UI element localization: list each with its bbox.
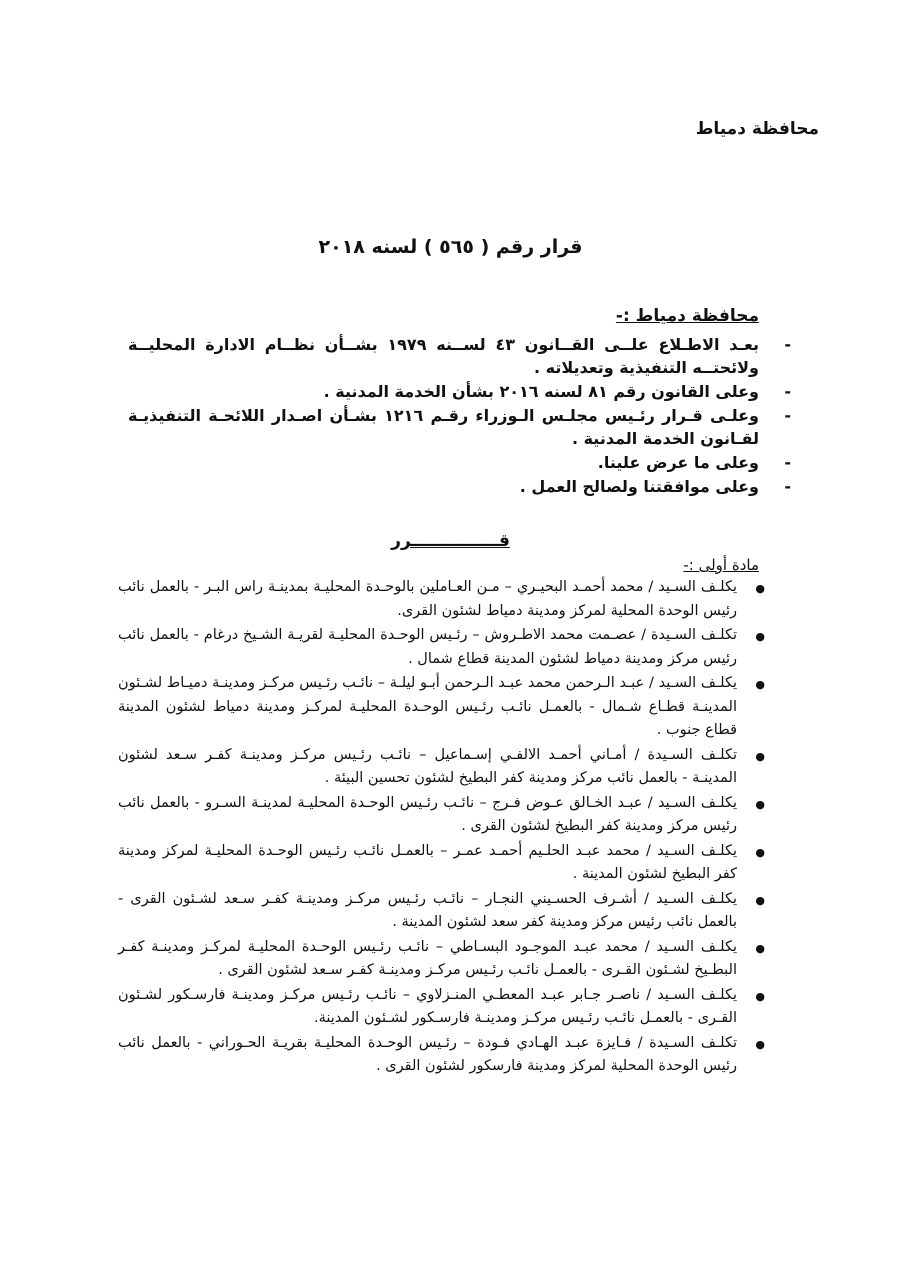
assignment-item: ● يكلـف السـيد / محمد عبـد الحلـيم أحمـد عمـر – بالعمـل نائـب رئـيس الوحـدة المحليـة لمركز ومدينة كفر البطيخ لشئون المدينة . — [118, 840, 765, 887]
article-one-label: مادة أولى :- — [683, 556, 759, 574]
preamble-item: - وعلى القانون رقم ٨١ لسنه ٢٠١٦ بشأن الخدمة المدنية . — [128, 380, 791, 403]
assignment-item: ● يكلـف السـيد / ناصـر جـابر عبـد المعطـي المنـزلاوي – نائـب رئـيس مركـز ومدينـة فارسـكور لشـئون القـرى - بالعمـل نائـب رئـيس مركـز ومدينـة فارسـكور لشـئون المدينة. — [118, 984, 765, 1031]
assignment-list — [118, 576, 765, 1080]
decided-heading: قـــــــــــــــرر — [391, 531, 510, 551]
assignment-item: ● تكلـف السـيدة / أمـاني أحمـد الالفـي إسـماعيل – نائـب رئـيس مركـز ومدينـة كفـر سـعد لشئون المدينـة - بالعمل نائب مركز ومدينة كفر البطيخ لشئون تحسين البيئة . — [118, 744, 765, 791]
assignment-item: ● يكلـف السـيد / أشـرف الحسـيني النجـار – نائـب رئـيس مركـز ومدينـة كفـر سـعد لشـئون القرى - بالعمل نائب رئيس مركز ومدينة كفر سعد لشئون المدينة . — [118, 888, 765, 935]
preamble-item: - وعلى ما عرض علينا. — [128, 451, 791, 474]
preamble-item: - وعلى موافقتنا ولصالح العمل . — [128, 475, 791, 498]
preamble-heading: محافظة دمياط :- — [615, 306, 759, 326]
preamble-item: - وعلـى قـرار رئـيس مجلـس الـوزراء رقـم ١٢١٦ بشـأن اصـدار اللائحـة التنفيذيـة لقـانون الخدمة المدنية . — [128, 404, 791, 450]
assignment-item: ● يكلـف السـيد / محمد أحمـد البحيـري – مـن العـاملين بالوحـدة المحليـة بمدينـة راس البـر - بالعمل نائب رئيس الوحدة المحلية لمركز ومدينة دمياط لشئون القرى. — [118, 576, 765, 623]
assignment-item: ● يكلـف السـيد / محمد عبـد الموجـود البسـاطي – نائـب رئـيس الوحـدة المحليـة لمركـز ومدينـة كفـر البطـيخ لشـئون القـرى - بالعمـل نائـب رئـيس مركـز ومدينـة كفـر سـعد لشئون القرى . — [118, 936, 765, 983]
assignment-item: ● تكلـف السـيدة / فـايزة عبـد الهـادي فـودة – رئـيس الوحـدة المحليـة بقريـة الحـوراني - بالعمل نائب رئيس الوحدة المحلية لمركز ومدينة فارسكور لشئون القرى . — [118, 1032, 765, 1079]
assignment-item: ● تكلـف السـيدة / عصـمت محمد الاطـروش – رئـيس الوحـدة المحليـة لقريـة الشـيخ درغام - بالعمل نائب رئيس مركز ومدينة دمياط لشئون المدينة قطاع شمال . — [118, 624, 765, 671]
assignment-item: ● يكلـف السـيد / عبـد الـرحمن محمد عبـد الـرحمن أبـو ليلـة – نائـب رئـيس مركـز ومدينـة دميـاط لشـئون المدينـة قطـاع شـمال - بالعمـل نائـب رئـيس الوحـدة المحليـة لمركـز ومدينة دمياط لشئون المدينة قطاع جنوب . — [118, 672, 765, 743]
preamble-list — [128, 333, 791, 499]
preamble-item: - بعـد الاطـلاع علــى القــانون ٤٣ لســنه ١٩٧٩ بشــأن نظــام الادارة المحليــة ولائحتــه التنفيذية وتعديلاته . — [128, 333, 791, 379]
assignment-item: ● يكلـف السـيد / عبـد الخـالق عـوض فـرج – نائـب رئـيس الوحـدة المحليـة لمدينـة السـرو - بالعمل نائب رئيس مركز ومدينة كفر البطيخ لشئون القرى . — [118, 792, 765, 839]
decree-title: قرار رقم ( ٥٦٥ ) لسنه ٢٠١٨ — [318, 236, 583, 258]
header-organization: محافظة دمياط — [695, 119, 819, 139]
